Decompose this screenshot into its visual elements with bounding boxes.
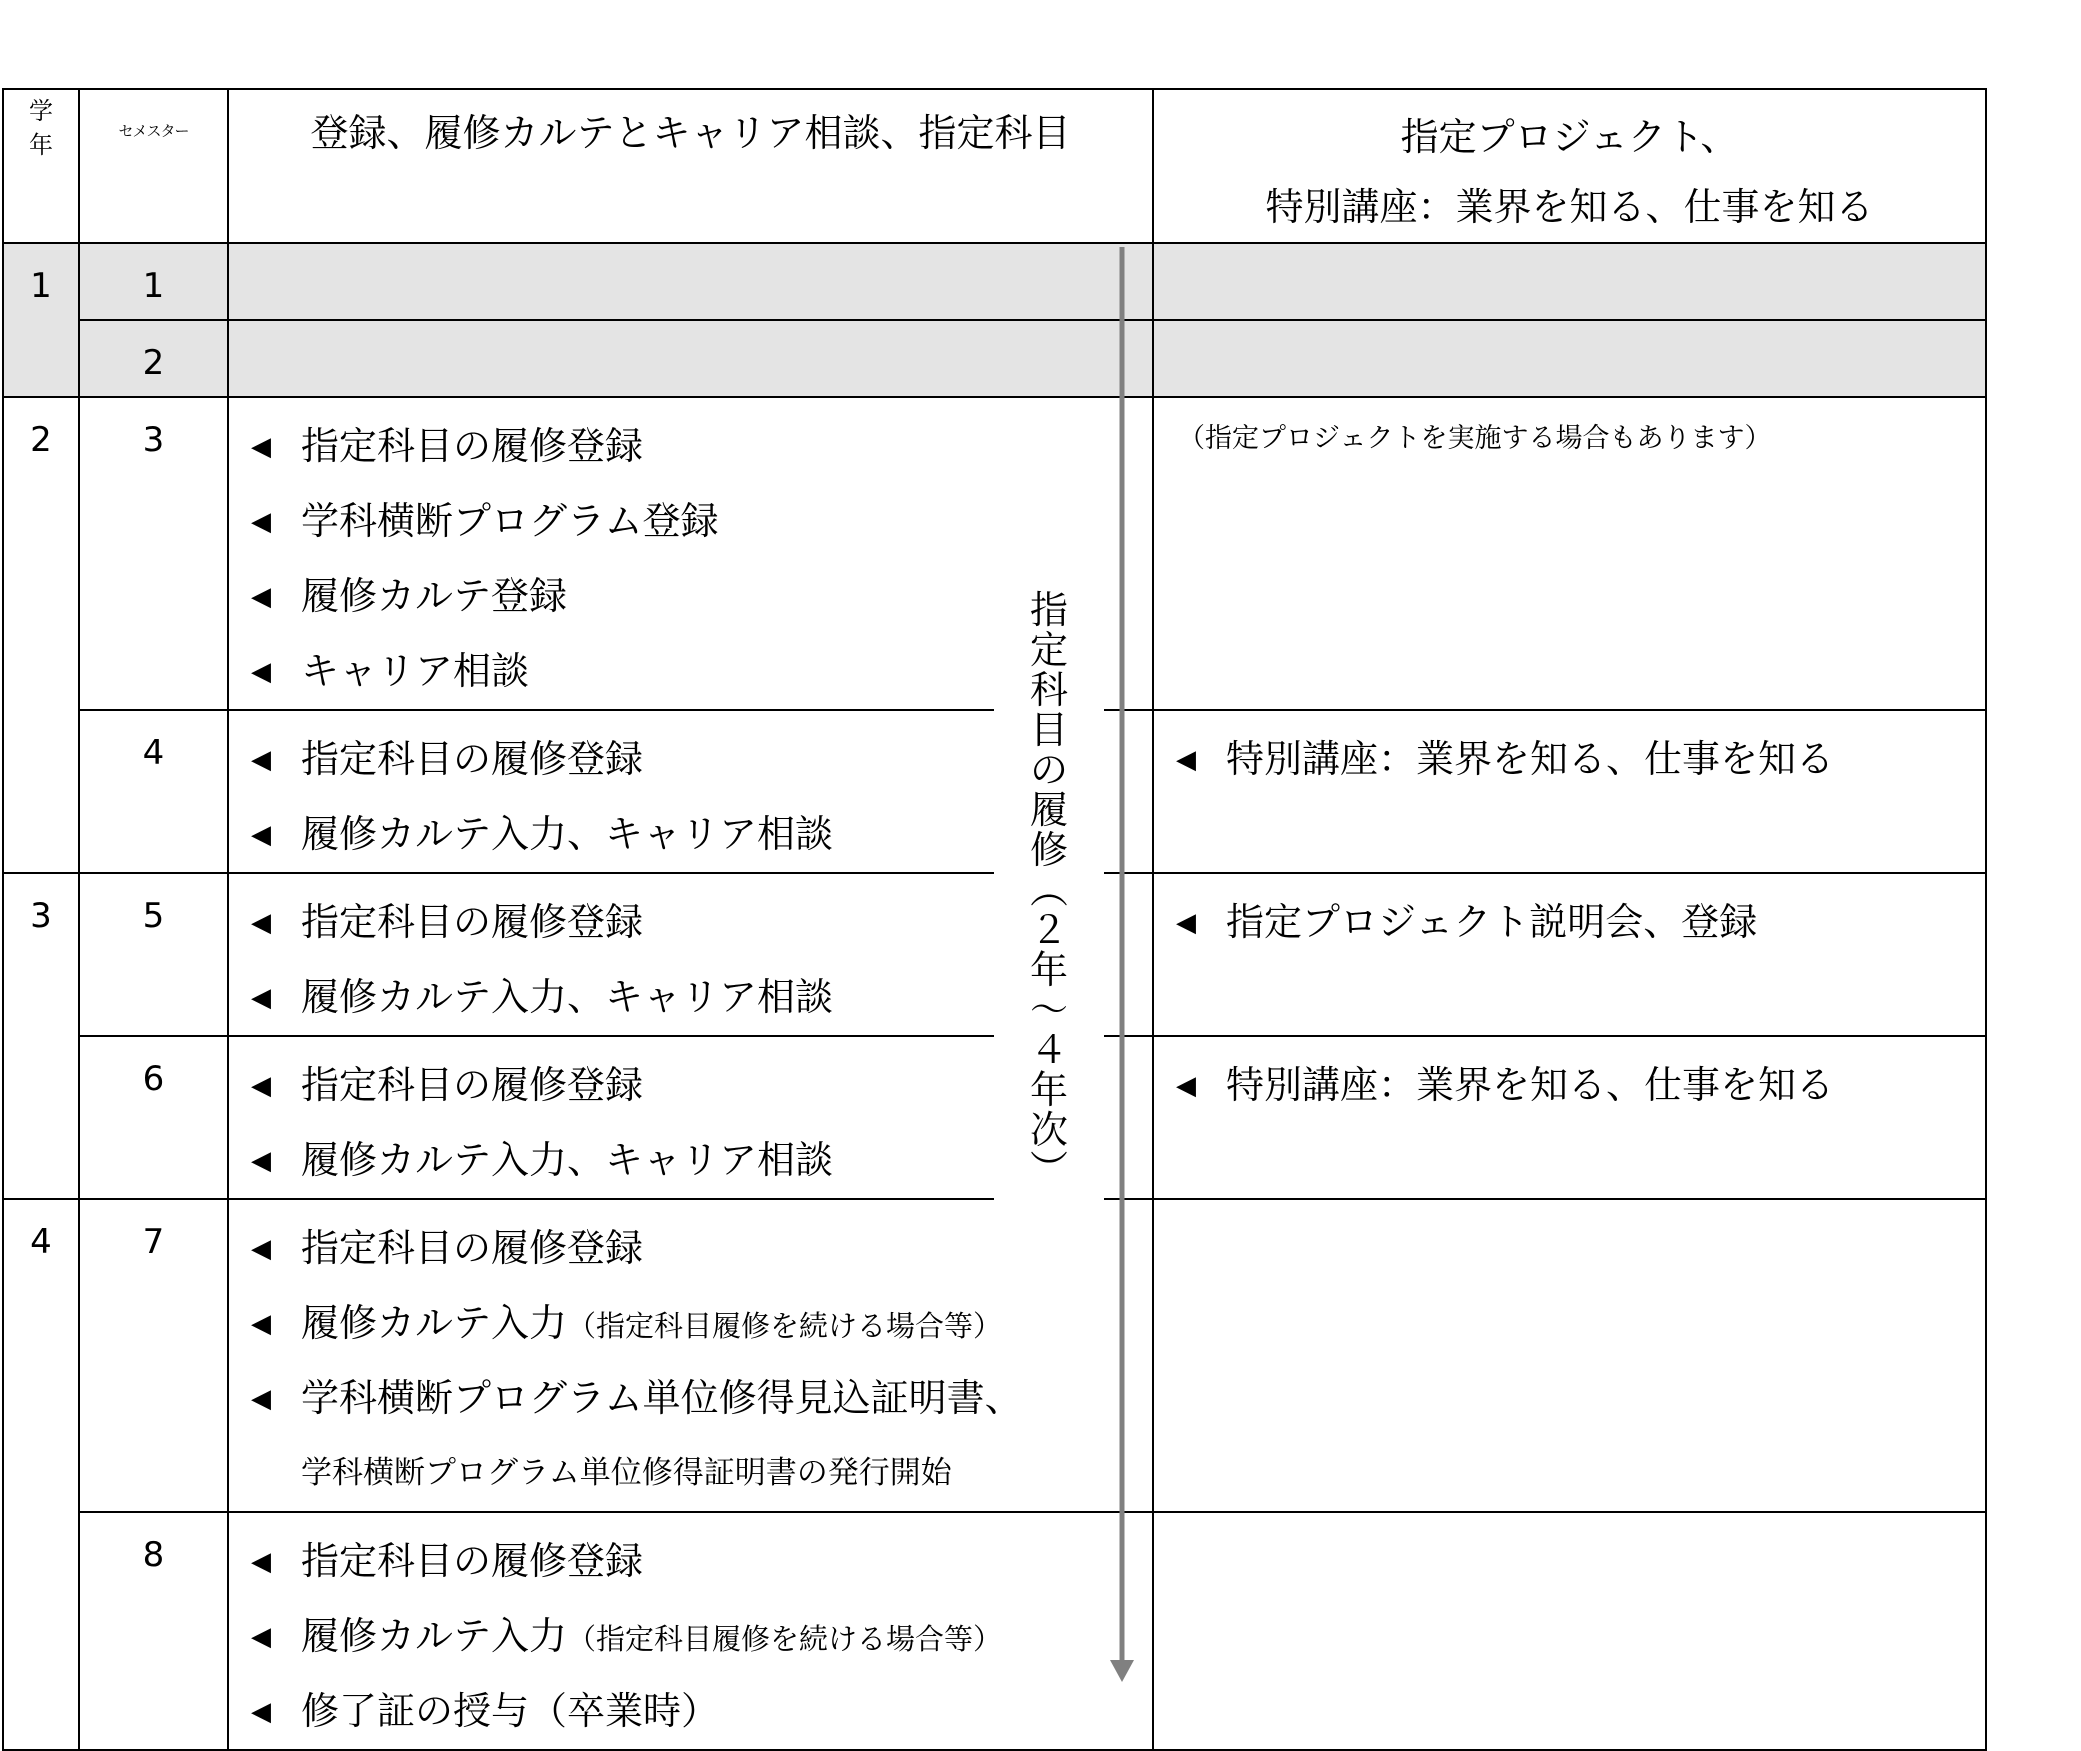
bullet-icon: ◀ [1176,1071,1196,1101]
table-row [3,320,1986,397]
right-cell-s3 [1153,397,1986,710]
vertical-label-char: ２ [1029,908,1068,952]
list-item: ◀ 指定プロジェクト説明会、登録 [1176,885,1985,960]
list-item: ◀ 履修カルテ登録 [251,559,1152,634]
semester-cell-8: 8 [79,1512,228,1750]
list-item: ◀ 指定科目の履修登録 [251,1048,1152,1123]
list-item-sub: 学科横断プログラム単位修得証明書の発行開始 [301,1455,952,1491]
table-row [3,243,1986,320]
vertical-label-char: ４ [1029,1028,1068,1072]
main-cell-s7 [228,1199,1153,1512]
bullet-icon: ◀ [251,983,271,1013]
vertical-label-char: 科 [1029,668,1068,712]
bullet-icon: ◀ [251,1071,271,1101]
table-row [3,1512,1986,1750]
bullet-icon: ◀ [251,820,271,850]
list-item: ◀ 修了証の授与（卒業時） [251,1674,1152,1749]
year-cell-3: 3 [3,873,79,1199]
year-cell-2: 2 [3,397,79,873]
bullet-icon: ◀ [251,1234,271,1264]
list-item: ◀ 学科横断プログラム登録 [251,484,1152,559]
semester-cell-2: 2 [79,320,228,397]
semester-cell-3: 3 [79,397,228,710]
header-year: 学 年 [3,89,79,243]
semester-cell-7: 7 [79,1199,228,1512]
list-item: ◀ 指定科目の履修登録 [251,885,1152,960]
right-cell-s6 [1153,1036,1986,1199]
main-cell-s1 [228,243,1153,320]
list-item: ◀ 履修カルテ入力（指定科目履修を続ける場合等） [251,1286,1152,1361]
bullet-icon: ◀ [1176,908,1196,938]
header-right: 指定プロジェクト、 特別講座：業界を知る、仕事を知る [1153,89,1986,243]
list-item: ◀ 指定科目の履修登録 [251,1524,1152,1599]
bullet-icon: ◀ [251,1146,271,1176]
vertical-label-char: 年 [1029,1068,1068,1112]
bullet-icon: ◀ [1176,745,1196,775]
bullet-icon: ◀ [251,657,271,687]
vertical-label-char: 履 [1029,788,1068,832]
vertical-label-char: 指 [1029,588,1068,632]
list-item: ◀ 履修カルテ入力、キャリア相談 [251,960,1152,1035]
vertical-label-char: 年 [1029,948,1068,992]
bullet-icon: ◀ [251,1384,271,1414]
vertical-label-char: ︵ [1029,868,1068,912]
list-item: ◀ 特別講座：業界を知る、仕事を知る [1176,722,1985,797]
right-cell-s2 [1153,320,1986,397]
list-item: ◀ キャリア相談 [251,634,1152,709]
vertical-label-char: 目 [1029,708,1068,752]
list-item: ◀ 学科横断プログラム単位修得見込証明書、 [251,1361,1152,1436]
header-main: 登録、履修カルテとキャリア相談、指定科目 [228,89,1153,243]
list-item: ◀ 履修カルテ入力（指定科目履修を続ける場合等） [251,1599,1152,1674]
vertical-label-char: 修 [1029,828,1068,872]
bullet-icon: ◀ [251,582,271,612]
semester-cell-6: 6 [79,1036,228,1199]
list-item: ◀ 指定科目の履修登録 [251,409,1152,484]
vertical-label-char: 次 [1029,1108,1068,1152]
list-item: ◀ 履修カルテ入力、キャリア相談 [251,1123,1152,1198]
vertical-label-char: の [1029,748,1068,792]
vertical-label-char: ～ [1029,988,1068,1032]
bullet-icon: ◀ [251,432,271,462]
main-cell-s8 [228,1512,1153,1750]
right-cell-s8 [1153,1512,1986,1750]
bullet-icon: ◀ [251,908,271,938]
vertical-label-char: ︶ [1029,1148,1068,1192]
bullet-icon: ◀ [251,1309,271,1339]
bullet-icon: ◀ [251,745,271,775]
main-cell-s2 [228,320,1153,397]
vertical-label [994,590,1104,1240]
semester-cell-4: 4 [79,710,228,873]
right-cell-s7 [1153,1199,1986,1512]
year-cell-4: 4 [3,1199,79,1750]
right-cell-s1 [1153,243,1986,320]
list-item: ◀ 指定科目の履修登録 [251,1211,1152,1286]
right-cell-s4 [1153,710,1986,873]
project-note: （指定プロジェクトを実施する場合もあります） [1178,423,1772,454]
bullet-icon: ◀ [251,507,271,537]
list-item: ◀ 指定科目の履修登録 [251,722,1152,797]
header-row [3,89,1986,243]
bullet-icon: ◀ [251,1622,271,1652]
semester-cell-5: 5 [79,873,228,1036]
semester-cell-1: 1 [79,243,228,320]
year-cell-1: 1 [3,243,79,397]
right-cell-s5 [1153,873,1986,1036]
vertical-label-char: 定 [1029,628,1068,672]
bullet-icon: ◀ [251,1697,271,1727]
list-item: ◀ 特別講座：業界を知る、仕事を知る [1176,1048,1985,1123]
table-row [3,1199,1986,1512]
bullet-icon: ◀ [251,1547,271,1577]
list-item: ◀ 履修カルテ入力、キャリア相談 [251,797,1152,872]
header-semester: セメスター [79,89,228,243]
